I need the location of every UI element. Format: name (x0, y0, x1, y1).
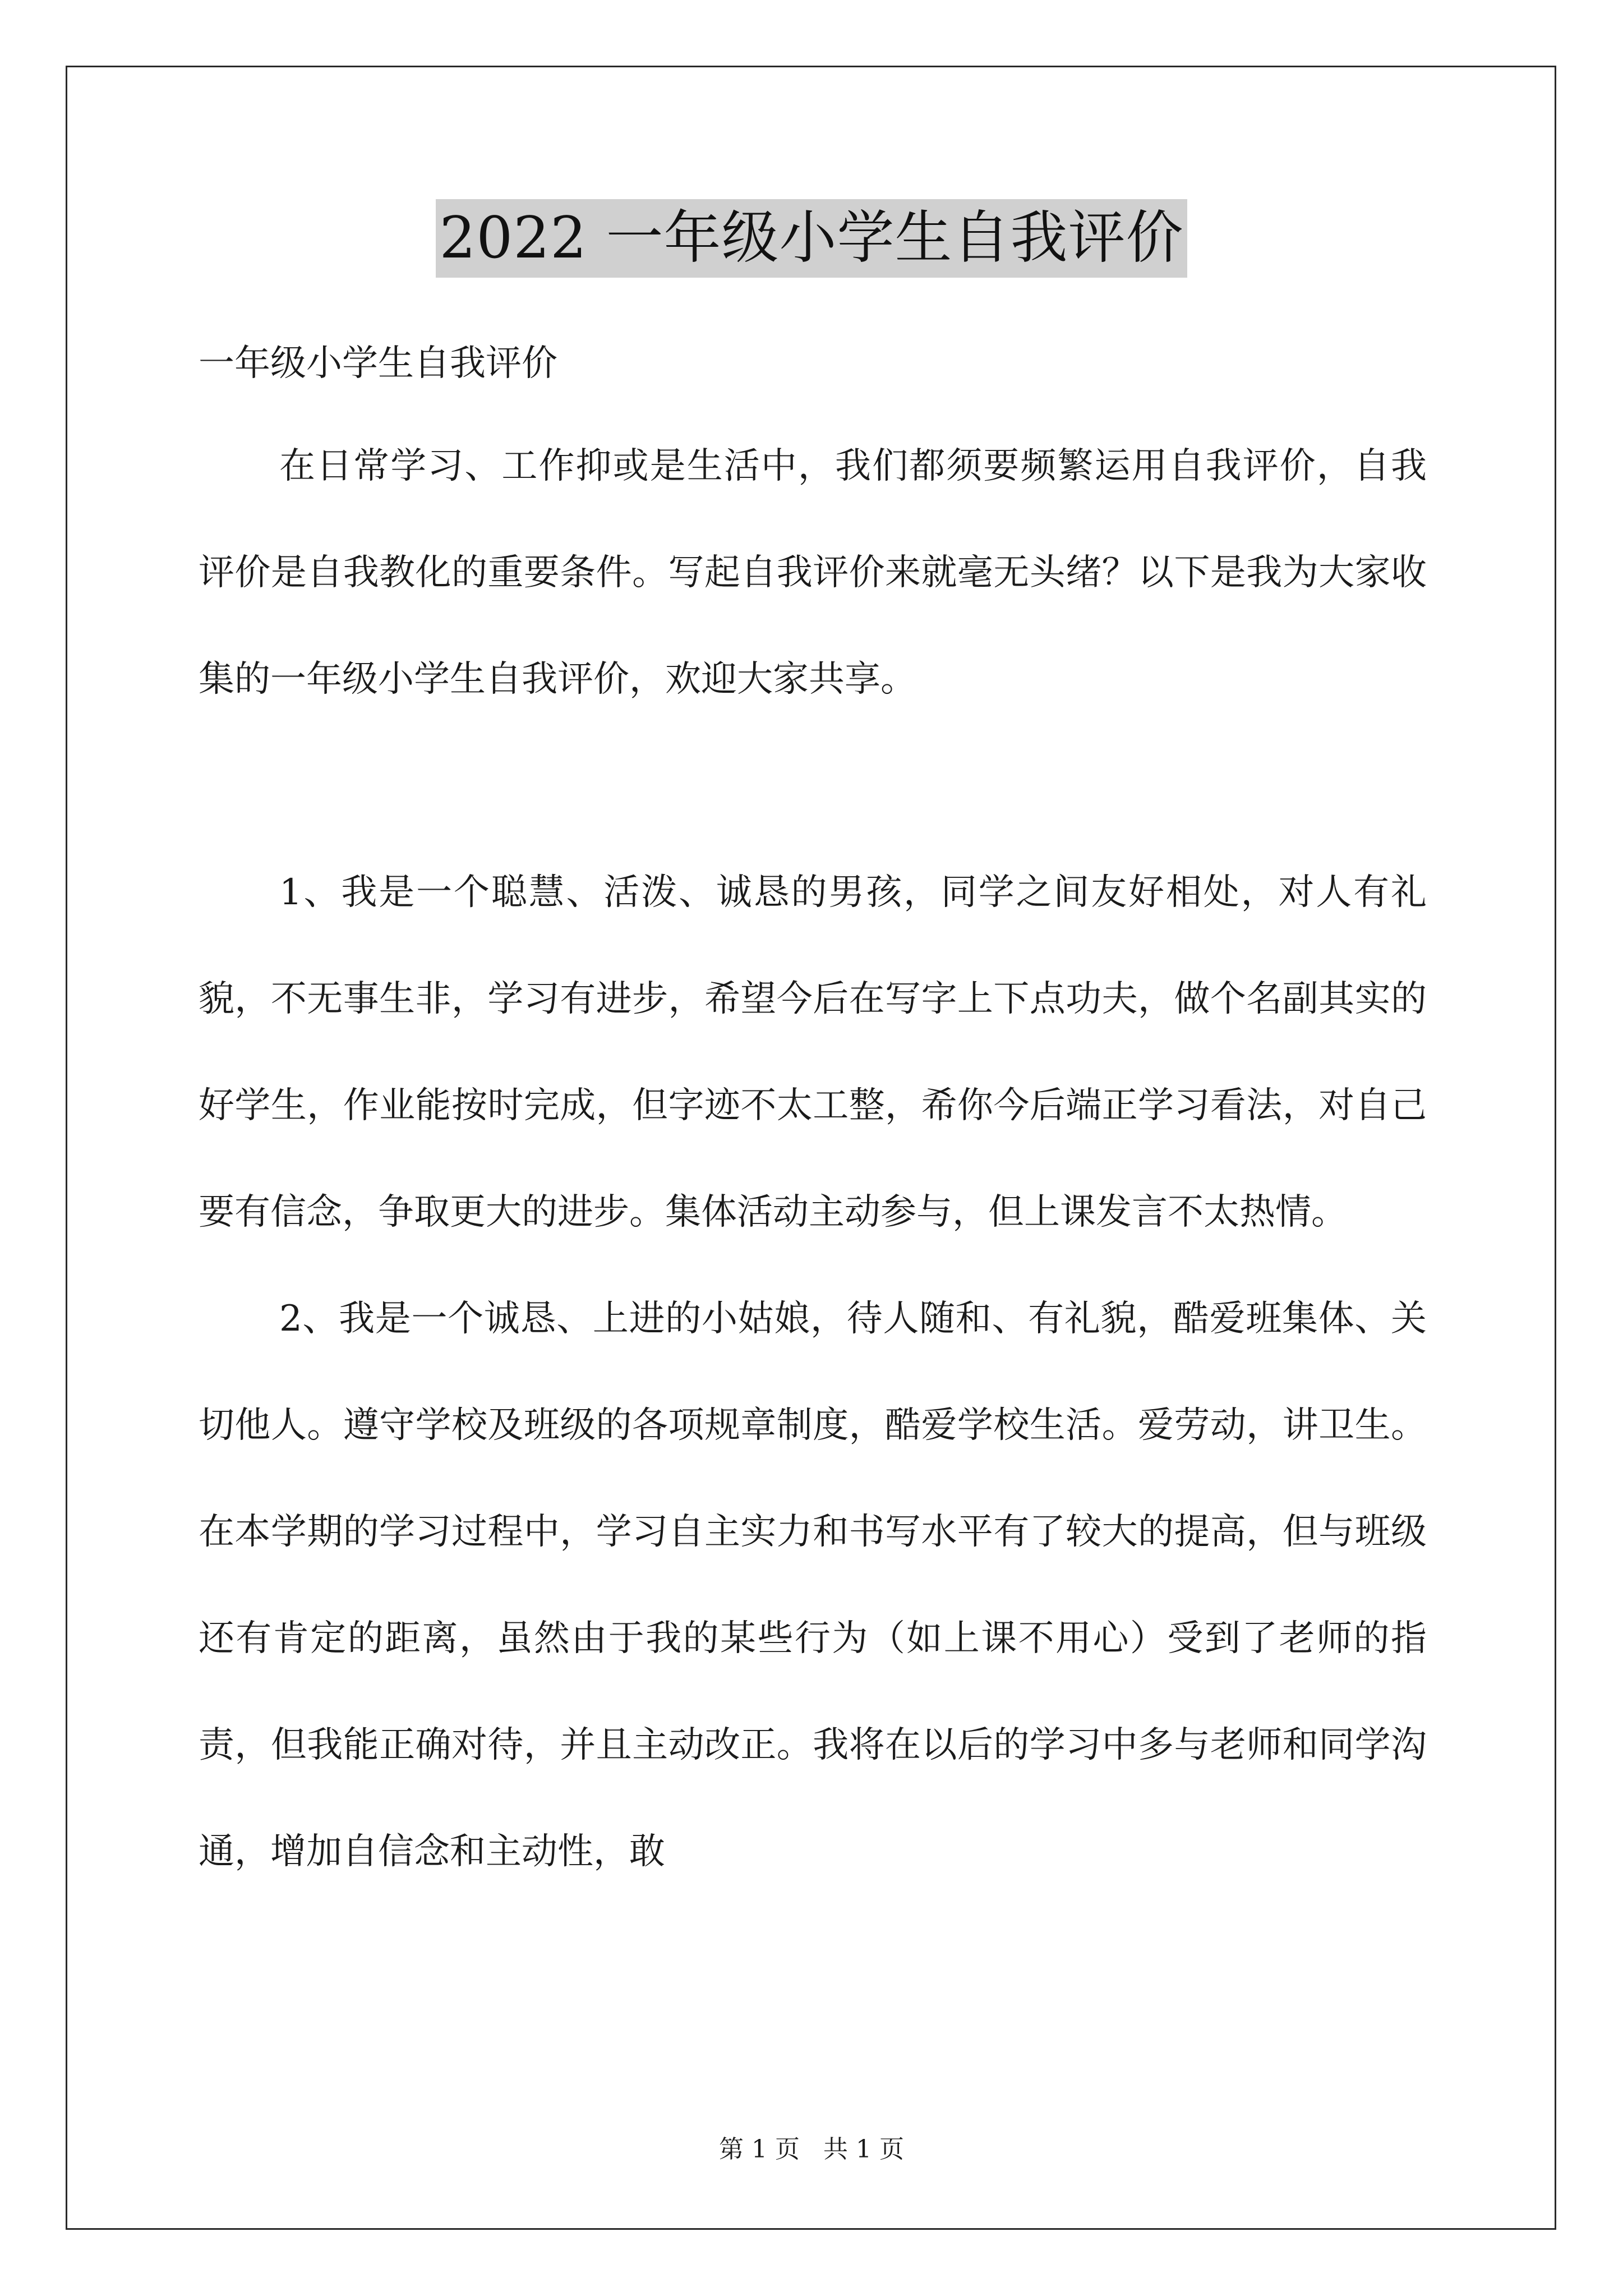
document-subtitle: 一年级小学生自我评价 (199, 343, 557, 384)
page-total: 共 1 页 (823, 2135, 904, 2164)
evaluation-paragraph-2: 2、我是一个诚恳、上进的小姑娘，待人随和、有礼貌，酷爱班集体、关切他人。遵守学校及班级的各项规章制度，酷爱学校生活。爱劳动，讲卫生。在本学期的学习过程中，学习自主实力和书写水平有了较大的提高，但与班级还有肯定的距离，虽然由于我的某些行为（如上课不用心）受到了老师的指责，但我能正确对待，并且主动改正。我将在以后的学习中多与老师和同学沟通，增加自信念和主动性，敢 (199, 1298, 1427, 1872)
document-body (199, 337, 1427, 1905)
page-number: 第 1 页 (719, 2135, 800, 2164)
spacer (199, 390, 1427, 413)
title-container (0, 199, 1623, 278)
evaluation-paragraph-1: 1、我是一个聪慧、活泼、诚恳的男孩，同学之间友好相处，对人有礼貌，不无事生非，学习有进步，希望今后在写字上下点功夫，做个名副其实的好学生，作业能按时完成，但字迹不太工整，希你今后端正学习看法，对自己要有信念，争取更大的进步。集体活动主动参与，但上课发言不太热情。 (199, 872, 1427, 1233)
page-footer (0, 2129, 1623, 2165)
intro-paragraph: 在日常学习、工作抑或是生活中，我们都须要频繁运用自我评价，自我评价是自我教化的重要条件。写起自我评价来就毫无头绪？以下是我为大家收集的一年级小学生自我评价，欢迎大家共享。 (199, 445, 1427, 700)
document-title: 2022 一年级小学生自我评价 (436, 199, 1187, 278)
blank-line (199, 733, 1427, 839)
